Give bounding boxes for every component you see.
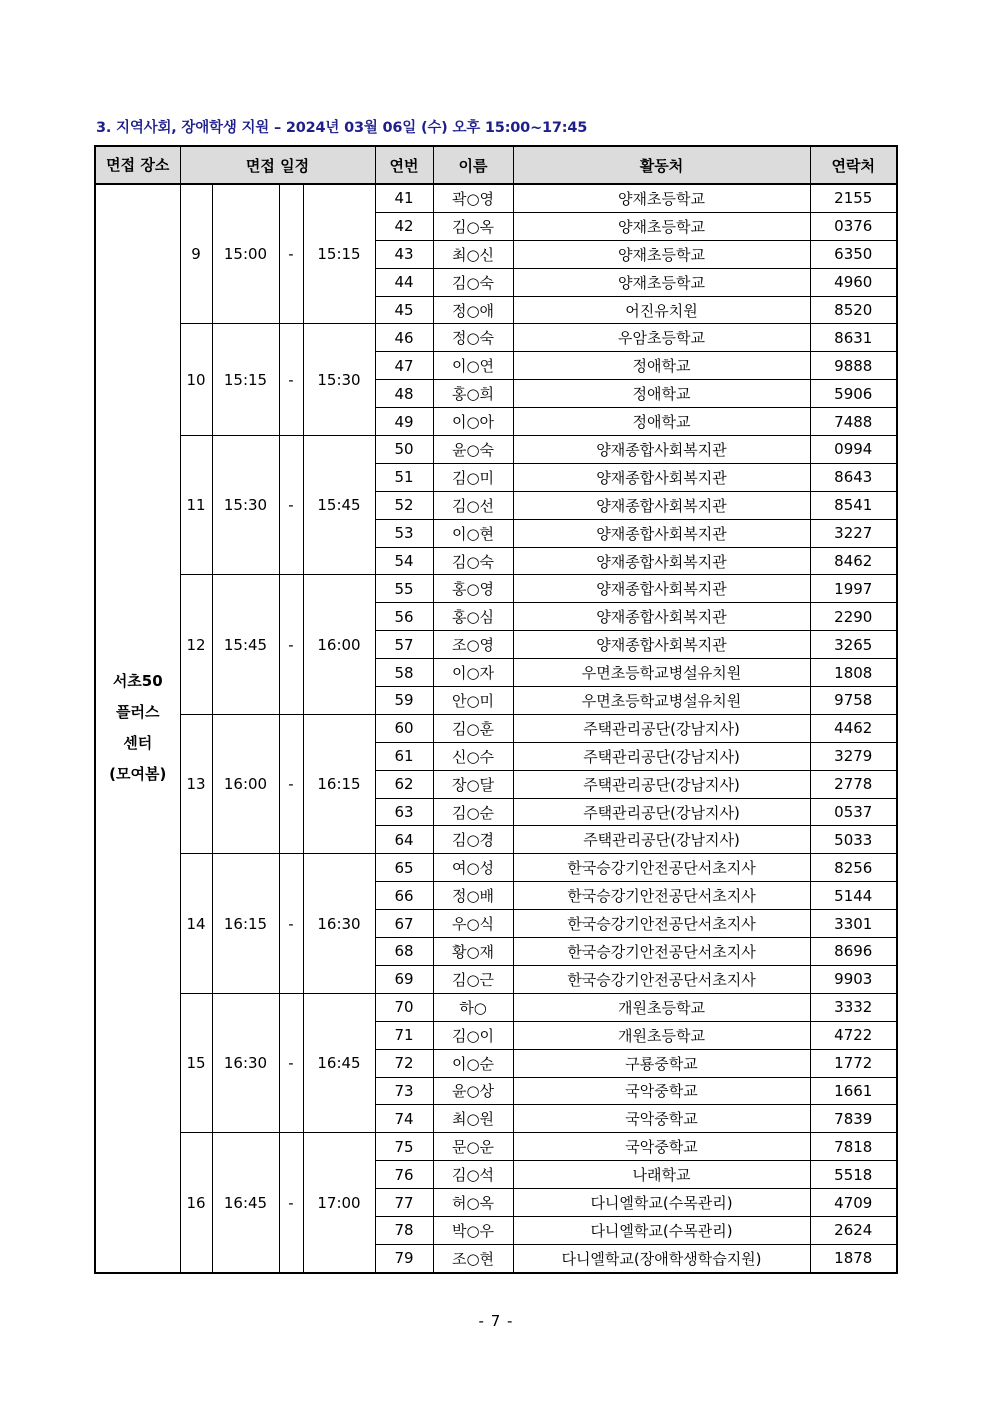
org-cell: 정애학교 — [513, 408, 810, 436]
org-cell: 우면초등학교병설유치원 — [513, 659, 810, 687]
contact-cell: 1997 — [810, 575, 897, 603]
org-cell: 양재종합사회복지관 — [513, 463, 810, 491]
org-cell: 우암초등학교 — [513, 324, 810, 352]
table-row — [95, 436, 897, 464]
seq-cell: 43 — [375, 240, 433, 268]
org-cell: 어진유치원 — [513, 296, 810, 324]
group-number: 9 — [180, 184, 212, 324]
contact-cell: 7488 — [810, 408, 897, 436]
group-end-time: 15:30 — [303, 324, 375, 436]
org-cell: 주택관리공단(강남지사) — [513, 742, 810, 770]
contact-cell: 8631 — [810, 324, 897, 352]
group-number: 13 — [180, 714, 212, 853]
contact-cell: 1808 — [810, 659, 897, 687]
org-cell: 국악중학교 — [513, 1105, 810, 1133]
contact-cell: 4722 — [810, 1021, 897, 1049]
contact-cell: 5906 — [810, 380, 897, 408]
name-cell: 김○순 — [433, 798, 513, 826]
contact-cell: 3332 — [810, 993, 897, 1021]
org-cell: 양재종합사회복지관 — [513, 519, 810, 547]
header-name: 이름 — [433, 146, 513, 184]
org-cell: 주택관리공단(강남지사) — [513, 770, 810, 798]
seq-cell: 57 — [375, 631, 433, 659]
org-cell: 주택관리공단(강남지사) — [513, 798, 810, 826]
contact-cell: 3301 — [810, 910, 897, 938]
contact-cell: 5518 — [810, 1161, 897, 1189]
contact-cell: 8520 — [810, 296, 897, 324]
contact-cell: 8462 — [810, 547, 897, 575]
table-row — [95, 575, 897, 603]
seq-cell: 48 — [375, 380, 433, 408]
seq-cell: 68 — [375, 938, 433, 966]
header-org: 활동처 — [513, 146, 810, 184]
contact-cell: 6350 — [810, 240, 897, 268]
name-cell: 김○훈 — [433, 714, 513, 742]
seq-cell: 76 — [375, 1161, 433, 1189]
seq-cell: 62 — [375, 770, 433, 798]
contact-cell: 1878 — [810, 1244, 897, 1272]
seq-cell: 71 — [375, 1021, 433, 1049]
group-start-time: 15:00 — [212, 184, 279, 324]
contact-cell: 1661 — [810, 1077, 897, 1105]
name-cell: 윤○상 — [433, 1077, 513, 1105]
contact-cell: 9758 — [810, 687, 897, 715]
contact-cell: 3279 — [810, 742, 897, 770]
name-cell: 이○연 — [433, 352, 513, 380]
contact-cell: 8696 — [810, 938, 897, 966]
group-end-time: 16:45 — [303, 993, 375, 1132]
org-cell: 주택관리공단(강남지사) — [513, 826, 810, 854]
name-cell: 윤○숙 — [433, 436, 513, 464]
contact-cell: 0994 — [810, 436, 897, 464]
seq-cell: 45 — [375, 296, 433, 324]
place-line: 서초50 — [112, 672, 163, 691]
name-cell: 이○아 — [433, 408, 513, 436]
table-row — [95, 1133, 897, 1161]
contact-cell: 2778 — [810, 770, 897, 798]
contact-cell: 9903 — [810, 965, 897, 993]
seq-cell: 72 — [375, 1049, 433, 1077]
header-contact: 연락처 — [810, 146, 897, 184]
seq-cell: 75 — [375, 1133, 433, 1161]
group-end-time: 16:00 — [303, 575, 375, 714]
seq-cell: 54 — [375, 547, 433, 575]
org-cell: 한국승강기안전공단서초지사 — [513, 938, 810, 966]
group-start-time: 15:15 — [212, 324, 279, 436]
org-cell: 양재초등학교 — [513, 184, 810, 212]
seq-cell: 41 — [375, 184, 433, 212]
name-cell: 박○우 — [433, 1216, 513, 1244]
group-dash: - — [279, 1133, 303, 1273]
seq-cell: 60 — [375, 714, 433, 742]
contact-cell: 7839 — [810, 1105, 897, 1133]
group-dash: - — [279, 993, 303, 1132]
contact-cell: 4462 — [810, 714, 897, 742]
seq-cell: 51 — [375, 463, 433, 491]
org-cell: 한국승강기안전공단서초지사 — [513, 965, 810, 993]
contact-cell: 5033 — [810, 826, 897, 854]
seq-cell: 73 — [375, 1077, 433, 1105]
name-cell: 곽○영 — [433, 184, 513, 212]
table-body — [95, 184, 897, 1273]
contact-cell: 1772 — [810, 1049, 897, 1077]
org-cell: 양재초등학교 — [513, 212, 810, 240]
name-cell: 김○옥 — [433, 212, 513, 240]
contact-cell: 3265 — [810, 631, 897, 659]
seq-cell: 49 — [375, 408, 433, 436]
header-seq: 연번 — [375, 146, 433, 184]
name-cell: 홍○영 — [433, 575, 513, 603]
org-cell: 양재종합사회복지관 — [513, 631, 810, 659]
group-dash: - — [279, 854, 303, 993]
org-cell: 다니엘학교(수목관리) — [513, 1189, 810, 1217]
org-cell: 구룡중학교 — [513, 1049, 810, 1077]
name-cell: 장○달 — [433, 770, 513, 798]
interview-schedule-table — [94, 145, 898, 1274]
contact-cell: 3227 — [810, 519, 897, 547]
seq-cell: 58 — [375, 659, 433, 687]
name-cell: 우○식 — [433, 910, 513, 938]
seq-cell: 50 — [375, 436, 433, 464]
contact-cell: 8256 — [810, 854, 897, 882]
place-line: 센터 — [123, 734, 153, 753]
group-dash: - — [279, 714, 303, 853]
group-number: 14 — [180, 854, 212, 993]
org-cell: 나래학교 — [513, 1161, 810, 1189]
name-cell: 정○숙 — [433, 324, 513, 352]
group-end-time: 16:30 — [303, 854, 375, 993]
name-cell: 정○배 — [433, 882, 513, 910]
seq-cell: 78 — [375, 1216, 433, 1244]
group-dash: - — [279, 184, 303, 324]
org-cell: 국악중학교 — [513, 1077, 810, 1105]
group-start-time: 16:45 — [212, 1133, 279, 1273]
name-cell: 김○근 — [433, 965, 513, 993]
org-cell: 양재종합사회복지관 — [513, 491, 810, 519]
group-start-time: 16:00 — [212, 714, 279, 853]
group-start-time: 16:30 — [212, 993, 279, 1132]
org-cell: 양재종합사회복지관 — [513, 603, 810, 631]
name-cell: 조○영 — [433, 631, 513, 659]
org-cell: 개원초등학교 — [513, 993, 810, 1021]
group-number: 16 — [180, 1133, 212, 1273]
group-number: 15 — [180, 993, 212, 1132]
name-cell: 김○숙 — [433, 547, 513, 575]
group-number: 12 — [180, 575, 212, 714]
table-row — [95, 854, 897, 882]
contact-cell: 0376 — [810, 212, 897, 240]
group-start-time: 15:45 — [212, 575, 279, 714]
name-cell: 홍○희 — [433, 380, 513, 408]
seq-cell: 61 — [375, 742, 433, 770]
seq-cell: 63 — [375, 798, 433, 826]
name-cell: 황○재 — [433, 938, 513, 966]
contact-cell: 9888 — [810, 352, 897, 380]
group-start-time: 15:30 — [212, 436, 279, 575]
group-end-time: 17:00 — [303, 1133, 375, 1273]
name-cell: 이○순 — [433, 1049, 513, 1077]
name-cell: 김○경 — [433, 826, 513, 854]
place-line: 플러스 — [116, 703, 160, 722]
seq-cell: 65 — [375, 854, 433, 882]
table-row — [95, 184, 897, 212]
org-cell: 주택관리공단(강남지사) — [513, 714, 810, 742]
header-schedule: 면접 일정 — [180, 146, 375, 184]
group-start-time: 16:15 — [212, 854, 279, 993]
seq-cell: 66 — [375, 882, 433, 910]
contact-cell: 8541 — [810, 491, 897, 519]
contact-cell: 8643 — [810, 463, 897, 491]
contact-cell: 4709 — [810, 1189, 897, 1217]
group-number: 10 — [180, 324, 212, 436]
group-end-time: 16:15 — [303, 714, 375, 853]
org-cell: 개원초등학교 — [513, 1021, 810, 1049]
section-title: 3. 지역사회, 장애학생 지원 – 2024년 03월 06일 (수) 오후 15:00~17:45 — [96, 120, 588, 136]
name-cell: 김○선 — [433, 491, 513, 519]
group-dash: - — [279, 436, 303, 575]
name-cell: 조○현 — [433, 1244, 513, 1272]
name-cell: 여○성 — [433, 854, 513, 882]
seq-cell: 44 — [375, 268, 433, 296]
seq-cell: 55 — [375, 575, 433, 603]
seq-cell: 74 — [375, 1105, 433, 1133]
seq-cell: 42 — [375, 212, 433, 240]
seq-cell: 70 — [375, 993, 433, 1021]
contact-cell: 7818 — [810, 1133, 897, 1161]
name-cell: 허○옥 — [433, 1189, 513, 1217]
org-cell: 한국승강기안전공단서초지사 — [513, 854, 810, 882]
page-number: - 7 - — [478, 1312, 514, 1330]
seq-cell: 56 — [375, 603, 433, 631]
name-cell: 정○애 — [433, 296, 513, 324]
contact-cell: 5144 — [810, 882, 897, 910]
seq-cell: 64 — [375, 826, 433, 854]
group-dash: - — [279, 324, 303, 436]
seq-cell: 53 — [375, 519, 433, 547]
name-cell: 김○미 — [433, 463, 513, 491]
name-cell: 이○현 — [433, 519, 513, 547]
name-cell: 문○운 — [433, 1133, 513, 1161]
org-cell: 정애학교 — [513, 352, 810, 380]
table-header-row — [95, 146, 897, 184]
org-cell: 다니엘학교(장애학생학습지원) — [513, 1244, 810, 1272]
contact-cell: 0537 — [810, 798, 897, 826]
seq-cell: 46 — [375, 324, 433, 352]
seq-cell: 67 — [375, 910, 433, 938]
name-cell: 이○자 — [433, 659, 513, 687]
org-cell: 국악중학교 — [513, 1133, 810, 1161]
org-cell: 양재초등학교 — [513, 240, 810, 268]
name-cell: 최○원 — [433, 1105, 513, 1133]
place-line: (모여봄) — [109, 765, 167, 784]
seq-cell: 59 — [375, 687, 433, 715]
seq-cell: 79 — [375, 1244, 433, 1272]
group-end-time: 15:45 — [303, 436, 375, 575]
interview-place — [95, 184, 180, 1273]
org-cell: 양재초등학교 — [513, 268, 810, 296]
name-cell: 김○석 — [433, 1161, 513, 1189]
table-row — [95, 993, 897, 1021]
name-cell: 김○이 — [433, 1021, 513, 1049]
name-cell: 신○수 — [433, 742, 513, 770]
org-cell: 양재종합사회복지관 — [513, 575, 810, 603]
name-cell: 김○숙 — [433, 268, 513, 296]
org-cell: 정애학교 — [513, 380, 810, 408]
table-row — [95, 324, 897, 352]
org-cell: 한국승강기안전공단서초지사 — [513, 910, 810, 938]
contact-cell: 2290 — [810, 603, 897, 631]
table-row — [95, 714, 897, 742]
name-cell: 하○ — [433, 993, 513, 1021]
group-number: 11 — [180, 436, 212, 575]
seq-cell: 52 — [375, 491, 433, 519]
header-place: 면접 장소 — [95, 146, 180, 184]
name-cell: 최○신 — [433, 240, 513, 268]
seq-cell: 47 — [375, 352, 433, 380]
org-cell: 우면초등학교병설유치원 — [513, 687, 810, 715]
group-dash: - — [279, 575, 303, 714]
org-cell: 한국승강기안전공단서초지사 — [513, 882, 810, 910]
org-cell: 양재종합사회복지관 — [513, 436, 810, 464]
org-cell: 다니엘학교(수목관리) — [513, 1216, 810, 1244]
seq-cell: 69 — [375, 965, 433, 993]
seq-cell: 77 — [375, 1189, 433, 1217]
group-end-time: 15:15 — [303, 184, 375, 324]
name-cell: 홍○심 — [433, 603, 513, 631]
contact-cell: 4960 — [810, 268, 897, 296]
name-cell: 안○미 — [433, 687, 513, 715]
contact-cell: 2155 — [810, 184, 897, 212]
contact-cell: 2624 — [810, 1216, 897, 1244]
org-cell: 양재종합사회복지관 — [513, 547, 810, 575]
